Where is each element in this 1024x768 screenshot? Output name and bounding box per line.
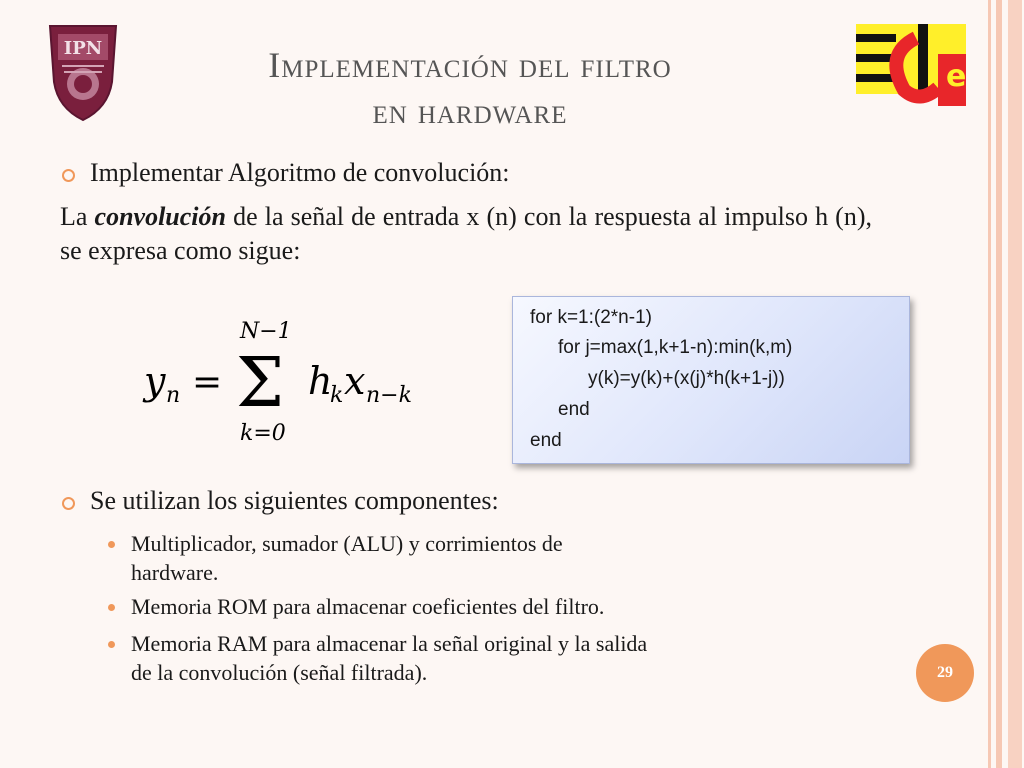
slide-title xyxy=(200,42,740,134)
component-item xyxy=(131,629,647,687)
paragraph-emphasis: convolución xyxy=(94,202,226,231)
component-item-line: Memoria ROM para almacenar coeficientes del filtro. xyxy=(131,594,605,619)
paragraph-post: de la señal de entrada x (n) con la respuesta al impulso h (n), se expresa como sigue: xyxy=(60,202,872,265)
sub-bullet-marker xyxy=(108,641,115,648)
code-line: end xyxy=(530,430,562,451)
component-item xyxy=(131,529,563,587)
formula-sum-upper: N−1 xyxy=(240,319,292,344)
side-stripe xyxy=(988,0,991,768)
component-item-line: Memoria RAM para almacenar la señal original y la salida xyxy=(131,631,648,656)
code-line: for j=max(1,k+1-n):min(k,m) xyxy=(558,337,793,358)
code-line: for k=1:(2*n-1) xyxy=(530,307,652,328)
sigma-icon: Σ xyxy=(236,344,285,423)
paragraph-pre: La xyxy=(60,202,88,231)
institution-logo-text: e xyxy=(946,59,966,94)
formula-equals: = xyxy=(192,362,223,403)
component-item-line: hardware. xyxy=(131,560,219,585)
formula-lhs-sub: n xyxy=(166,383,181,408)
formula-x: x xyxy=(344,359,366,403)
components-heading: Se utilizan los siguientes componentes: xyxy=(90,486,499,515)
code-box xyxy=(512,296,910,464)
code-line: y(k)=y(k)+(x(j)*h(k+1-j)) xyxy=(588,368,785,389)
side-stripe xyxy=(996,0,1002,768)
formula-h-sub: k xyxy=(330,383,344,408)
formula-sum-lower: k=0 xyxy=(240,421,286,446)
convolution-formula xyxy=(140,310,460,450)
title-line-2: en hardware xyxy=(372,91,568,131)
bullet-marker xyxy=(62,169,75,182)
code-line: end xyxy=(558,399,590,420)
formula-lhs: y xyxy=(144,359,166,403)
institution-logo xyxy=(856,24,966,106)
bullet-marker xyxy=(62,497,75,510)
page-number: 29 xyxy=(916,644,974,702)
sub-bullet-marker xyxy=(108,604,115,611)
ipn-logo-text: IPN xyxy=(63,38,103,59)
component-item xyxy=(131,592,604,621)
component-item-line: Multiplicador, sumador (ALU) y corrimientos de xyxy=(131,531,563,556)
formula-h: h xyxy=(308,359,333,403)
convolution-paragraph xyxy=(60,200,872,268)
ipn-logo xyxy=(42,22,124,122)
bullet-algoritmo: Implementar Algoritmo de convolución: xyxy=(90,158,510,187)
formula-x-sub: n−k xyxy=(366,383,412,408)
sub-bullet-marker xyxy=(108,541,115,548)
side-stripe xyxy=(1008,0,1022,768)
component-item-line: de la convolución (señal filtrada). xyxy=(131,660,428,685)
title-line-1: Implementación del filtro xyxy=(268,45,672,85)
